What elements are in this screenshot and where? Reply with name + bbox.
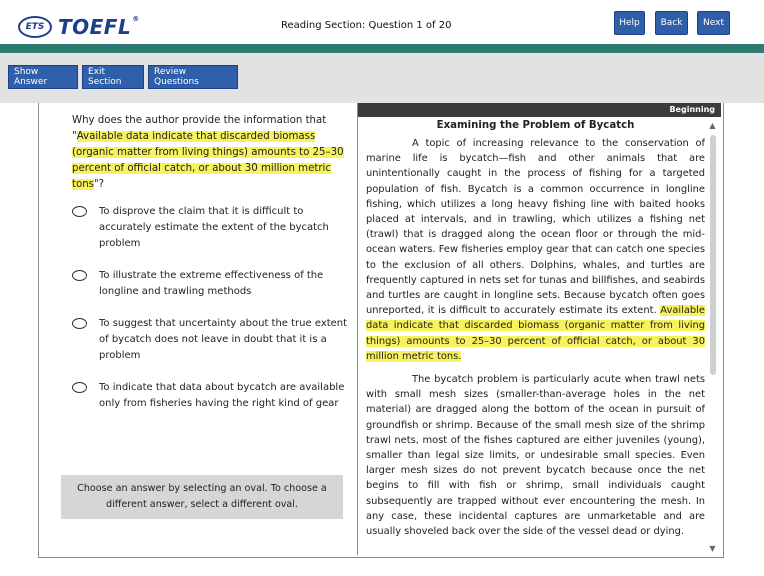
question-highlight: Available data indicate that discarded biomass (organic matter from living things) amounts to 25–30 percent of official catch, or about 30 million metric tons xyxy=(72,131,344,190)
toefl-logo xyxy=(18,14,140,40)
paragraph-text: A topic of increasing relevance to the conservation of marine life is bycatch—fish and other animals that are unintentionally caught in the process of fishing for a targeted population of fish. Bycatch is a common occurrence in longline fishing, which utilizes a long heavy fishing line with baited hooks placed at intervals, and in trawling, which utilizes a fishing net (trawl) that is dragged along the ocean floor or through the mid-ocean waters. Few fisheries employ gear that can catch one species to the exclusion of all others. Dolphins, whales, and turtles are frequently captured in nets set for tunas and billfishes, and seabirds and turtles are caught in longline sets. Because bycatch often goes unreported, it is difficult to accurately estimate its extent. xyxy=(366,138,705,317)
passage-highlight: Available data indicate that discarded biomass (organic matter from living things) amounts to 25–30 percent of official catch, or about 30 million metric tons. xyxy=(366,305,705,362)
passage-body[interactable] xyxy=(366,117,705,553)
scrollbar-thumb[interactable] xyxy=(710,135,716,375)
passage-position-label: Beginning xyxy=(358,103,721,117)
question-prefix: Why does the author provide the information that " xyxy=(72,115,327,142)
exit-section-button[interactable]: Exit Section xyxy=(82,65,144,89)
show-answer-button[interactable]: Show Answer xyxy=(8,65,78,89)
answer-option-4[interactable] xyxy=(72,380,348,412)
question-suffix: "? xyxy=(94,179,105,190)
radio-oval-icon[interactable] xyxy=(72,318,87,329)
scroll-down-icon[interactable]: ▼ xyxy=(709,544,716,553)
ets-logo-icon: ETS xyxy=(18,16,52,38)
passage-paragraph-1 xyxy=(366,136,705,364)
passage-title: Examining the Problem of Bycatch xyxy=(436,120,635,131)
next-button[interactable]: Next xyxy=(697,11,730,35)
passage-paragraph-2: The bycatch problem is particularly acute when trawl nets with small mesh sizes (smaller-than-average holes in the net material) are dragged along the bottom of the ocean in pursuit of groundfish or shrimp. Because of the small mesh size of the shrimp trawl nets, most of the fishes captured are either juveniles (young), smaller than legal size limits, or undesirable small species. Even larger mesh sizes do not prevent bycatch because once the net begins to fill with fish or shrimp, small individuals caught subsequently are trapped without ever encountering the mesh. In any case, these incidental captures are unmarketable and are usually shoveled back over the side of the vessel dead or dying. xyxy=(366,374,705,538)
radio-oval-icon[interactable] xyxy=(72,206,87,217)
answer-option-text: To illustrate the extreme effectiveness of the longline and trawling methods xyxy=(99,270,324,297)
toolbar xyxy=(0,53,764,103)
answer-option-text: To disprove the claim that it is difficult to accurately estimate the extent of the bycatch problem xyxy=(99,206,329,249)
passage-scrollbar[interactable] xyxy=(708,121,717,553)
passage-panel xyxy=(357,103,721,555)
page-title: Reading Section: Question 1 of 20 xyxy=(281,20,452,31)
scroll-up-icon[interactable]: ▲ xyxy=(709,121,716,130)
help-button[interactable]: Help xyxy=(614,11,645,35)
answer-option-2[interactable] xyxy=(72,268,348,300)
registered-mark: ® xyxy=(132,15,140,23)
answer-option-text: To suggest that uncertainty about the true extent of bycatch does not leave in doubt that it is a problem xyxy=(99,318,348,361)
answer-option-3[interactable] xyxy=(72,316,348,364)
instruction-box: Choose an answer by selecting an oval. To choose a different answer, select a different oval. xyxy=(61,475,343,519)
question-text xyxy=(72,113,346,193)
header-divider xyxy=(0,44,764,53)
top-header xyxy=(0,0,764,44)
review-questions-button[interactable]: Review Questions xyxy=(148,65,238,89)
answer-option-1[interactable] xyxy=(72,204,348,252)
logo-text: TOEFL xyxy=(58,15,132,39)
radio-oval-icon[interactable] xyxy=(72,382,87,393)
radio-oval-icon[interactable] xyxy=(72,270,87,281)
back-button[interactable]: Back xyxy=(655,11,688,35)
answer-option-text: To indicate that data about bycatch are available only from fisheries having the right kind of gear xyxy=(99,382,345,409)
